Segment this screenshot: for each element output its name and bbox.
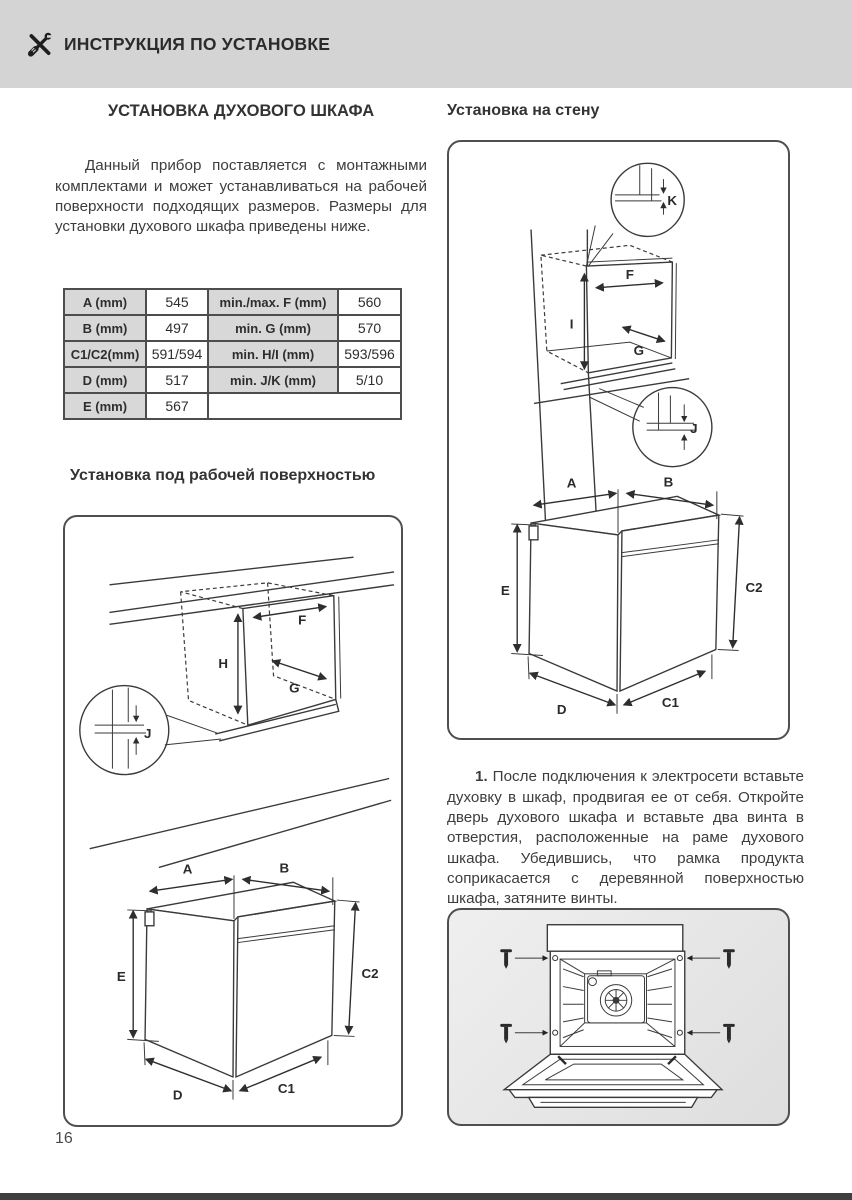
dim-label-d: D [556,701,567,717]
dim-value: 567 [146,393,208,419]
wall-mount-diagram-box [447,140,790,740]
dim-label-a: A [182,861,193,877]
dim-value: 593/596 [338,341,401,367]
dim-label-f: F [298,612,307,628]
tools-icon [26,30,54,58]
dim-label-j: J [690,421,698,437]
dim-label-g: G [633,343,644,359]
dim-label-k: K [667,192,678,208]
dim-label: B (mm) [64,315,146,341]
dim-label: min. G (mm) [208,315,338,341]
table-row [64,315,401,341]
wall-mount-heading: Установка на стену [447,102,600,119]
dim-value: 570 [338,315,401,341]
dim-label-j: J [144,725,152,741]
oven-front-diagram [449,910,788,1124]
dim-label-b: B [279,860,290,876]
table-row [64,289,401,315]
left-section-title: УСТАНОВКА ДУХОВОГО ШКАФА [107,102,375,120]
dim-value: 560 [338,289,401,315]
dim-value: 497 [146,315,208,341]
dim-label: min. H/I (mm) [208,341,338,367]
dim-label-i: I [569,316,574,332]
dim-label: E (mm) [64,393,146,419]
dim-label: D (mm) [64,367,146,393]
dim-label-e: E [116,969,126,985]
dim-label-c2: C2 [361,966,379,982]
step-text: После подключения к электросети вставьте духовку в шкаф, продвигая ее от себя. Откройте дверь духового шкафа и вставьте два винта в отверстия, расположенные на раме духового шкафа. Убедившись, что рамка продукта соприкасается с деревянной поверхностью шкафа, затяните винты. [447,768,804,908]
dimensions-table [63,288,402,420]
dim-label-b: B [663,474,674,490]
dim-value: 545 [146,289,208,315]
dim-label-d: D [172,1087,183,1103]
dim-value: 5/10 [338,367,401,393]
under-worktop-diagram-box [63,515,403,1127]
wall-mount-diagram [449,142,788,738]
dim-label: min. J/K (mm) [208,367,338,393]
oven-front-diagram-box [447,908,790,1126]
dim-label-h: H [218,655,229,671]
table-row [64,367,401,393]
table-row [64,393,401,419]
dim-label: A (mm) [64,289,146,315]
step-number: 1. [475,768,488,786]
dim-value: 517 [146,367,208,393]
page-number: 16 [55,1130,73,1147]
dim-label: C1/C2(mm) [64,341,146,367]
dim-label-a: A [566,475,577,491]
page-header [0,0,852,88]
under-worktop-heading: Установка под рабочей поверхностью [70,467,376,484]
dim-label-e: E [500,583,510,599]
dim-label: min./max. F (mm) [208,289,338,315]
step-1-paragraph [447,767,804,910]
dim-label-f: F [625,266,634,282]
header-title: ИНСТРУКЦИЯ ПО УСТАНОВКЕ [64,33,331,54]
dim-label-c1: C1 [277,1080,295,1096]
dim-value: 591/594 [146,341,208,367]
dim-label-c2: C2 [745,580,763,596]
intro-paragraph: Данный прибор поставляется с монтажными комплектами и может устанавливаться на рабочей поверхности подходящих размеров. Размеры для установки духового шкафа приведены ниже. [55,157,427,236]
under-worktop-diagram [65,517,401,1125]
table-row [64,341,401,367]
dim-label-g: G [289,680,300,696]
footer-bar [0,1193,852,1200]
empty-cell [208,393,401,419]
dim-label-c1: C1 [661,694,679,710]
